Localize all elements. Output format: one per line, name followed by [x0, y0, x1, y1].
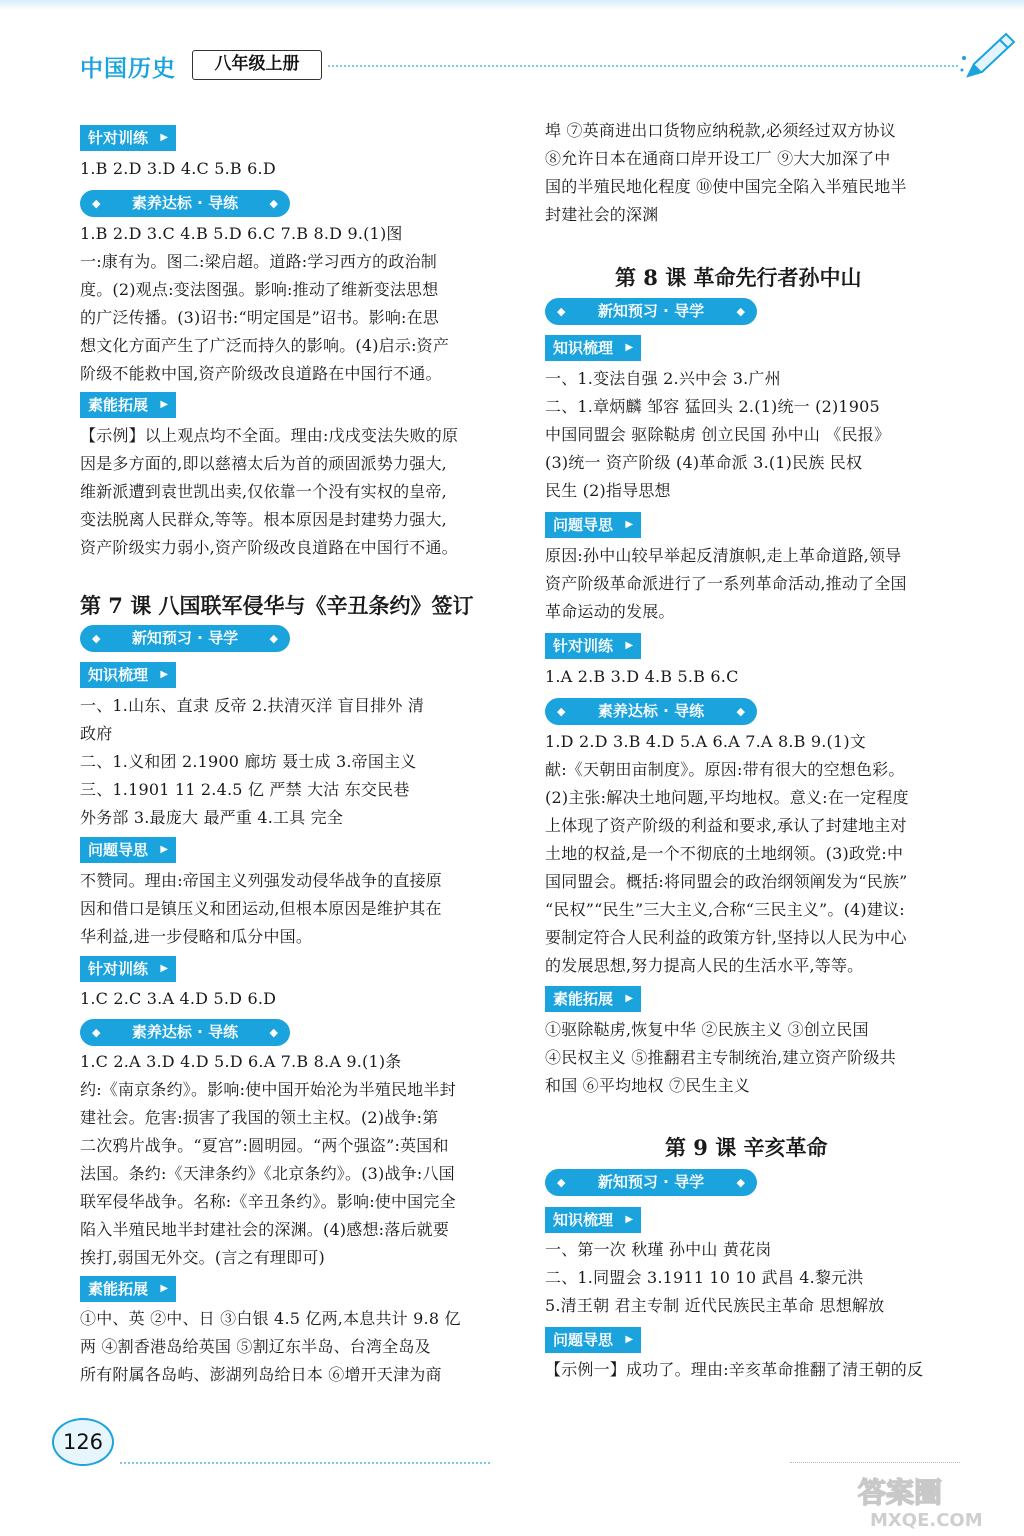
section-tab-question: 问题导思 ▶ — [80, 837, 176, 863]
answer-line: (3)统一 资产阶级 (4)革命派 3.(1)民族 民权 — [545, 453, 863, 472]
answer-line: 一:康有为。图二:梁启超。道路:学习西方的政治制 — [80, 252, 437, 271]
answer-line: 1.D 2.D 3.B 4.D 5.A 6.A 7.A 8.B 9.(1)文 — [545, 732, 867, 751]
subject-title: 中国历史 — [80, 56, 176, 82]
answer-line: 想文化方面产生了广泛而持久的影响。(4)启示:资产 — [80, 336, 450, 355]
answer-line: 革命运动的发展。 — [545, 602, 675, 621]
answer-line: 不赞同。理由:帝国主义列强发动侵华战争的直接原 — [80, 871, 442, 890]
answer-line: 献:《天朝田亩制度》。原因:带有很大的空想色彩。 — [545, 760, 905, 779]
answer-line: ①驱除鞑虏,恢复中华 ②民族主义 ③创立民国 — [545, 1020, 869, 1039]
pen-icon — [960, 30, 1020, 80]
answer-line: 变法脱离人民群众,等等。根本原因是封建势力强大, — [80, 510, 447, 529]
answer-line: 二、1.章炳麟 邹容 猛回头 2.(1)统一 (2)1905 — [545, 397, 880, 416]
watermark-text-main: 答案圈 — [858, 1476, 943, 1509]
answer-line: 阶级不能救中国,资产阶级改良道路在中国行不通。 — [80, 364, 442, 383]
section-pill-literacy: ◆ 素养达标 · 导练 ◆ — [80, 190, 290, 217]
section-tab-practice: 针对训练 ▶ — [80, 125, 176, 151]
top-band — [0, 0, 1024, 10]
answer-line: 国同盟会。概括:将同盟会的政治纲领阐发为“民族” — [545, 872, 908, 891]
answer-line: ①中、英 ②中、日 ③白银 4.5 亿两,本息共计 9.8 亿 — [80, 1309, 461, 1328]
answer-line: 因是多方面的,即以慈禧太后为首的顽固派势力强大, — [80, 454, 447, 473]
section-tab-extension: 素能拓展 ▶ — [80, 392, 176, 418]
answer-line: 【示例一】成功了。理由:辛亥革命推翻了清王朝的反 — [545, 1360, 924, 1379]
answer-line: 民生 (2)指导思想 — [545, 481, 671, 500]
section-tab-extension: 素能拓展 ▶ — [80, 1276, 176, 1302]
section-tab-knowledge: 知识梳理 ▶ — [545, 335, 641, 361]
answer-line: 二、1.义和团 2.1900 廊坊 聂士成 3.帝国主义 — [80, 752, 417, 771]
answer-line: 外务部 3.最庞大 最严重 4.工具 完全 — [80, 808, 344, 827]
answer-line: 中国同盟会 驱除鞑虏 创立民国 孙中山 《民报》 — [545, 425, 891, 444]
answer-line: 的发展思想,努力提高人民的生活水平,等等。 — [545, 956, 864, 975]
lesson-9-title: 第 9 课 辛亥革命 — [665, 1135, 828, 1160]
answer-line: 三、1.1901 11 2.4.5 亿 严禁 大沽 东交民巷 — [80, 780, 410, 799]
answer-line: 二次鸦片战争。“夏宫”:圆明园。“两个强盗”:英国和 — [80, 1136, 449, 1155]
answer-line: 封建社会的深渊 — [545, 205, 659, 224]
answer-line: 一、第一次 秋瑾 孙中山 黄花岗 — [545, 1240, 772, 1259]
answer-line: ④民权主义 ⑤推翻君主专制统治,建立资产阶级共 — [545, 1048, 896, 1067]
answer-line: 度。(2)观点:变法图强。影响:推动了维新变法思想 — [80, 280, 439, 299]
section-tab-practice: 针对训练 ▶ — [80, 956, 176, 982]
section-tab-knowledge: 知识梳理 ▶ — [545, 1207, 641, 1233]
answer-line: ⑧允许日本在通商口岸开设工厂 ⑨大大加深了中 — [545, 149, 891, 168]
answer-line: 【示例】以上观点均不全面。理由:戊戌变法失败的原 — [80, 426, 459, 445]
answer-line: 资产阶级实力弱小,资产阶级改良道路在中国行不通。 — [80, 538, 458, 557]
answer-line: 和国 ⑥平均地权 ⑦民生主义 — [545, 1076, 750, 1095]
section-tab-question: 问题导思 ▶ — [545, 1327, 641, 1353]
watermark-logo — [850, 1470, 1020, 1530]
answer-line: 资产阶级革命派进行了一系列革命活动,推动了全国 — [545, 574, 907, 593]
answer-line: 挨打,弱国无外交。(言之有理即可) — [80, 1248, 325, 1267]
answer-line: 1.C 2.A 3.D 4.D 5.D 6.A 7.B 8.A 9.(1)条 — [80, 1052, 402, 1071]
answer-line: 1.B 2.D 3.D 4.C 5.B 6.D — [80, 159, 276, 178]
answer-line: 政府 — [80, 724, 113, 743]
section-pill-literacy: ◆ 素养达标 · 导练 ◆ — [80, 1019, 290, 1046]
answer-line: 上体现了资产阶级的利益和要求,承认了封建地主对 — [545, 816, 907, 835]
section-tab-question: 问题导思 ▶ — [545, 512, 641, 538]
footer-dotted-rule — [120, 1462, 490, 1464]
footer-dotted-rule-right — [790, 1462, 960, 1463]
answer-line: 建社会。危害:损害了我国的领土主权。(2)战争:第 — [80, 1108, 439, 1127]
lesson-8-title: 第 8 课 革命先行者孙中山 — [615, 265, 862, 290]
answer-line: 约:《南京条约》。影响:使中国开始沦为半殖民地半封 — [80, 1080, 456, 1099]
answer-line: 联军侵华战争。名称:《辛丑条约》。影响:使中国完全 — [80, 1192, 456, 1211]
answer-line: 维新派遭到袁世凯出卖,仅依靠一个没有实权的皇帝, — [80, 482, 447, 501]
section-tab-extension: 素能拓展 ▶ — [545, 986, 641, 1012]
answer-line: 因和借口是镇压义和团运动,但根本原因是维护其在 — [80, 899, 442, 918]
answer-line: 1.C 2.C 3.A 4.D 5.D 6.D — [80, 989, 277, 1008]
answer-line: “民权”“民生”三大主义,合称“三民主义”。(4)建议: — [545, 900, 905, 919]
grade-label: 八年级上册 — [192, 50, 322, 80]
answer-line: 两 ④割香港岛给英国 ⑤割辽东半岛、台湾全岛及 — [80, 1337, 431, 1356]
answer-line: 埠 ⑦英商进出口货物应纳税款,必须经过双方协议 — [545, 121, 896, 140]
answer-line: 1.A 2.B 3.D 4.B 5.B 6.C — [545, 667, 739, 686]
header-dotted-rule — [328, 65, 958, 67]
section-pill-preview: ◆ 新知预习 · 导学 ◆ — [80, 625, 290, 652]
answer-line: 法国。条约:《天津条约》《北京条约》。(3)战争:八国 — [80, 1164, 455, 1183]
answer-line: 所有附属各岛屿、澎湖列岛给日本 ⑥增开天津为商 — [80, 1365, 442, 1384]
answer-line: 1.B 2.D 3.C 4.B 5.D 6.C 7.B 8.D 9.(1)图 — [80, 224, 403, 243]
answer-line: 一、1.山东、直隶 反帝 2.扶清灭洋 盲目排外 清 — [80, 696, 425, 715]
answer-line: 要制定符合人民利益的政策方针,坚持以人民为中心 — [545, 928, 907, 947]
answer-line: 5.清王朝 君主专制 近代民族民主革命 思想解放 — [545, 1296, 885, 1315]
page-number: 126 — [52, 1418, 114, 1466]
answer-line: 土地的权益,是一个不彻底的土地纲领。(3)政党:中 — [545, 844, 904, 863]
answer-line: 原因:孙中山较早举起反清旗帜,走上革命道路,领导 — [545, 546, 902, 565]
answer-line: 华利益,进一步侵略和瓜分中国。 — [80, 927, 313, 946]
answer-line: 二、1.同盟会 3.1911 10 10 武昌 4.黎元洪 — [545, 1268, 864, 1287]
answer-line: 国的半殖民地化程度 ⑩使中国完全陷入半殖民地半 — [545, 177, 907, 196]
section-pill-literacy: ◆ 素养达标 · 导练 ◆ — [545, 698, 757, 725]
answer-line: 的广泛传播。(3)诏书:“明定国是”诏书。影响:在思 — [80, 308, 440, 327]
section-tab-practice: 针对训练 ▶ — [545, 633, 641, 659]
watermark-text-url: MXQE.COM — [870, 1510, 983, 1530]
lesson-7-title: 第 7 课 八国联军侵华与《辛丑条约》签订 — [80, 593, 474, 618]
answer-line: (2)主张:解决土地问题,平均地权。意义:在一定程度 — [545, 788, 909, 807]
answer-line: 陷入半殖民地半封建社会的深渊。(4)感想:落后就要 — [80, 1220, 450, 1239]
section-tab-knowledge: 知识梳理 ▶ — [80, 662, 176, 688]
answer-line: 一、1.变法自强 2.兴中会 3.广州 — [545, 369, 781, 388]
section-pill-preview: ◆ 新知预习 · 导学 ◆ — [545, 298, 757, 325]
section-pill-preview: ◆ 新知预习 · 导学 ◆ — [545, 1169, 757, 1196]
